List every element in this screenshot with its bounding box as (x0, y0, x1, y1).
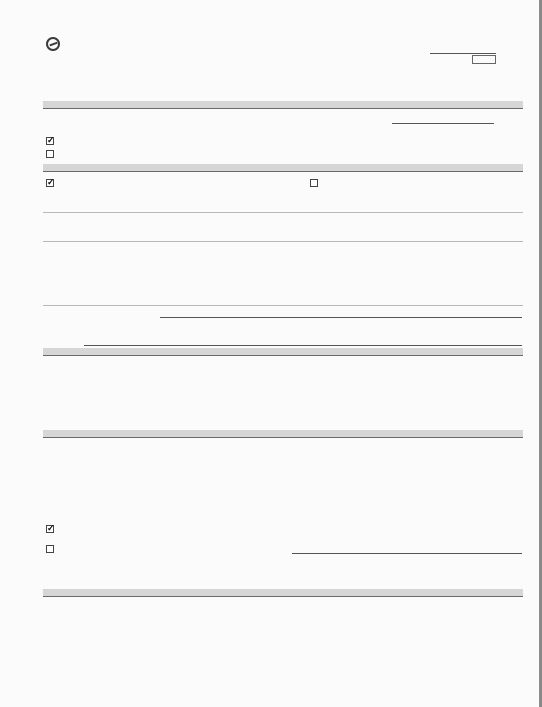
sberbank-logo-icon (46, 37, 60, 51)
section-sender-header (43, 164, 523, 172)
issued-underline (84, 345, 522, 346)
date-underline (430, 53, 496, 54)
debit-account-checkbox[interactable] (46, 137, 54, 145)
resident-checkbox[interactable] (46, 179, 54, 187)
to-account-checkbox[interactable] (46, 525, 54, 533)
reg-number-field[interactable] (472, 55, 496, 64)
row-divider (43, 212, 523, 213)
section-recipient-header (43, 430, 523, 438)
section-bank-header (43, 589, 523, 597)
row-divider (43, 305, 523, 306)
recipient-doc-underline[interactable] (292, 553, 522, 554)
section-representative-header (43, 348, 523, 356)
row-divider (43, 241, 523, 242)
nonresident-checkbox[interactable] (310, 179, 318, 187)
no-account-checkbox[interactable] (46, 150, 54, 158)
section-transfer-header (43, 101, 523, 109)
currency-underline (392, 123, 494, 124)
cash-checkbox[interactable] (46, 545, 54, 553)
doc-underline (160, 317, 522, 318)
